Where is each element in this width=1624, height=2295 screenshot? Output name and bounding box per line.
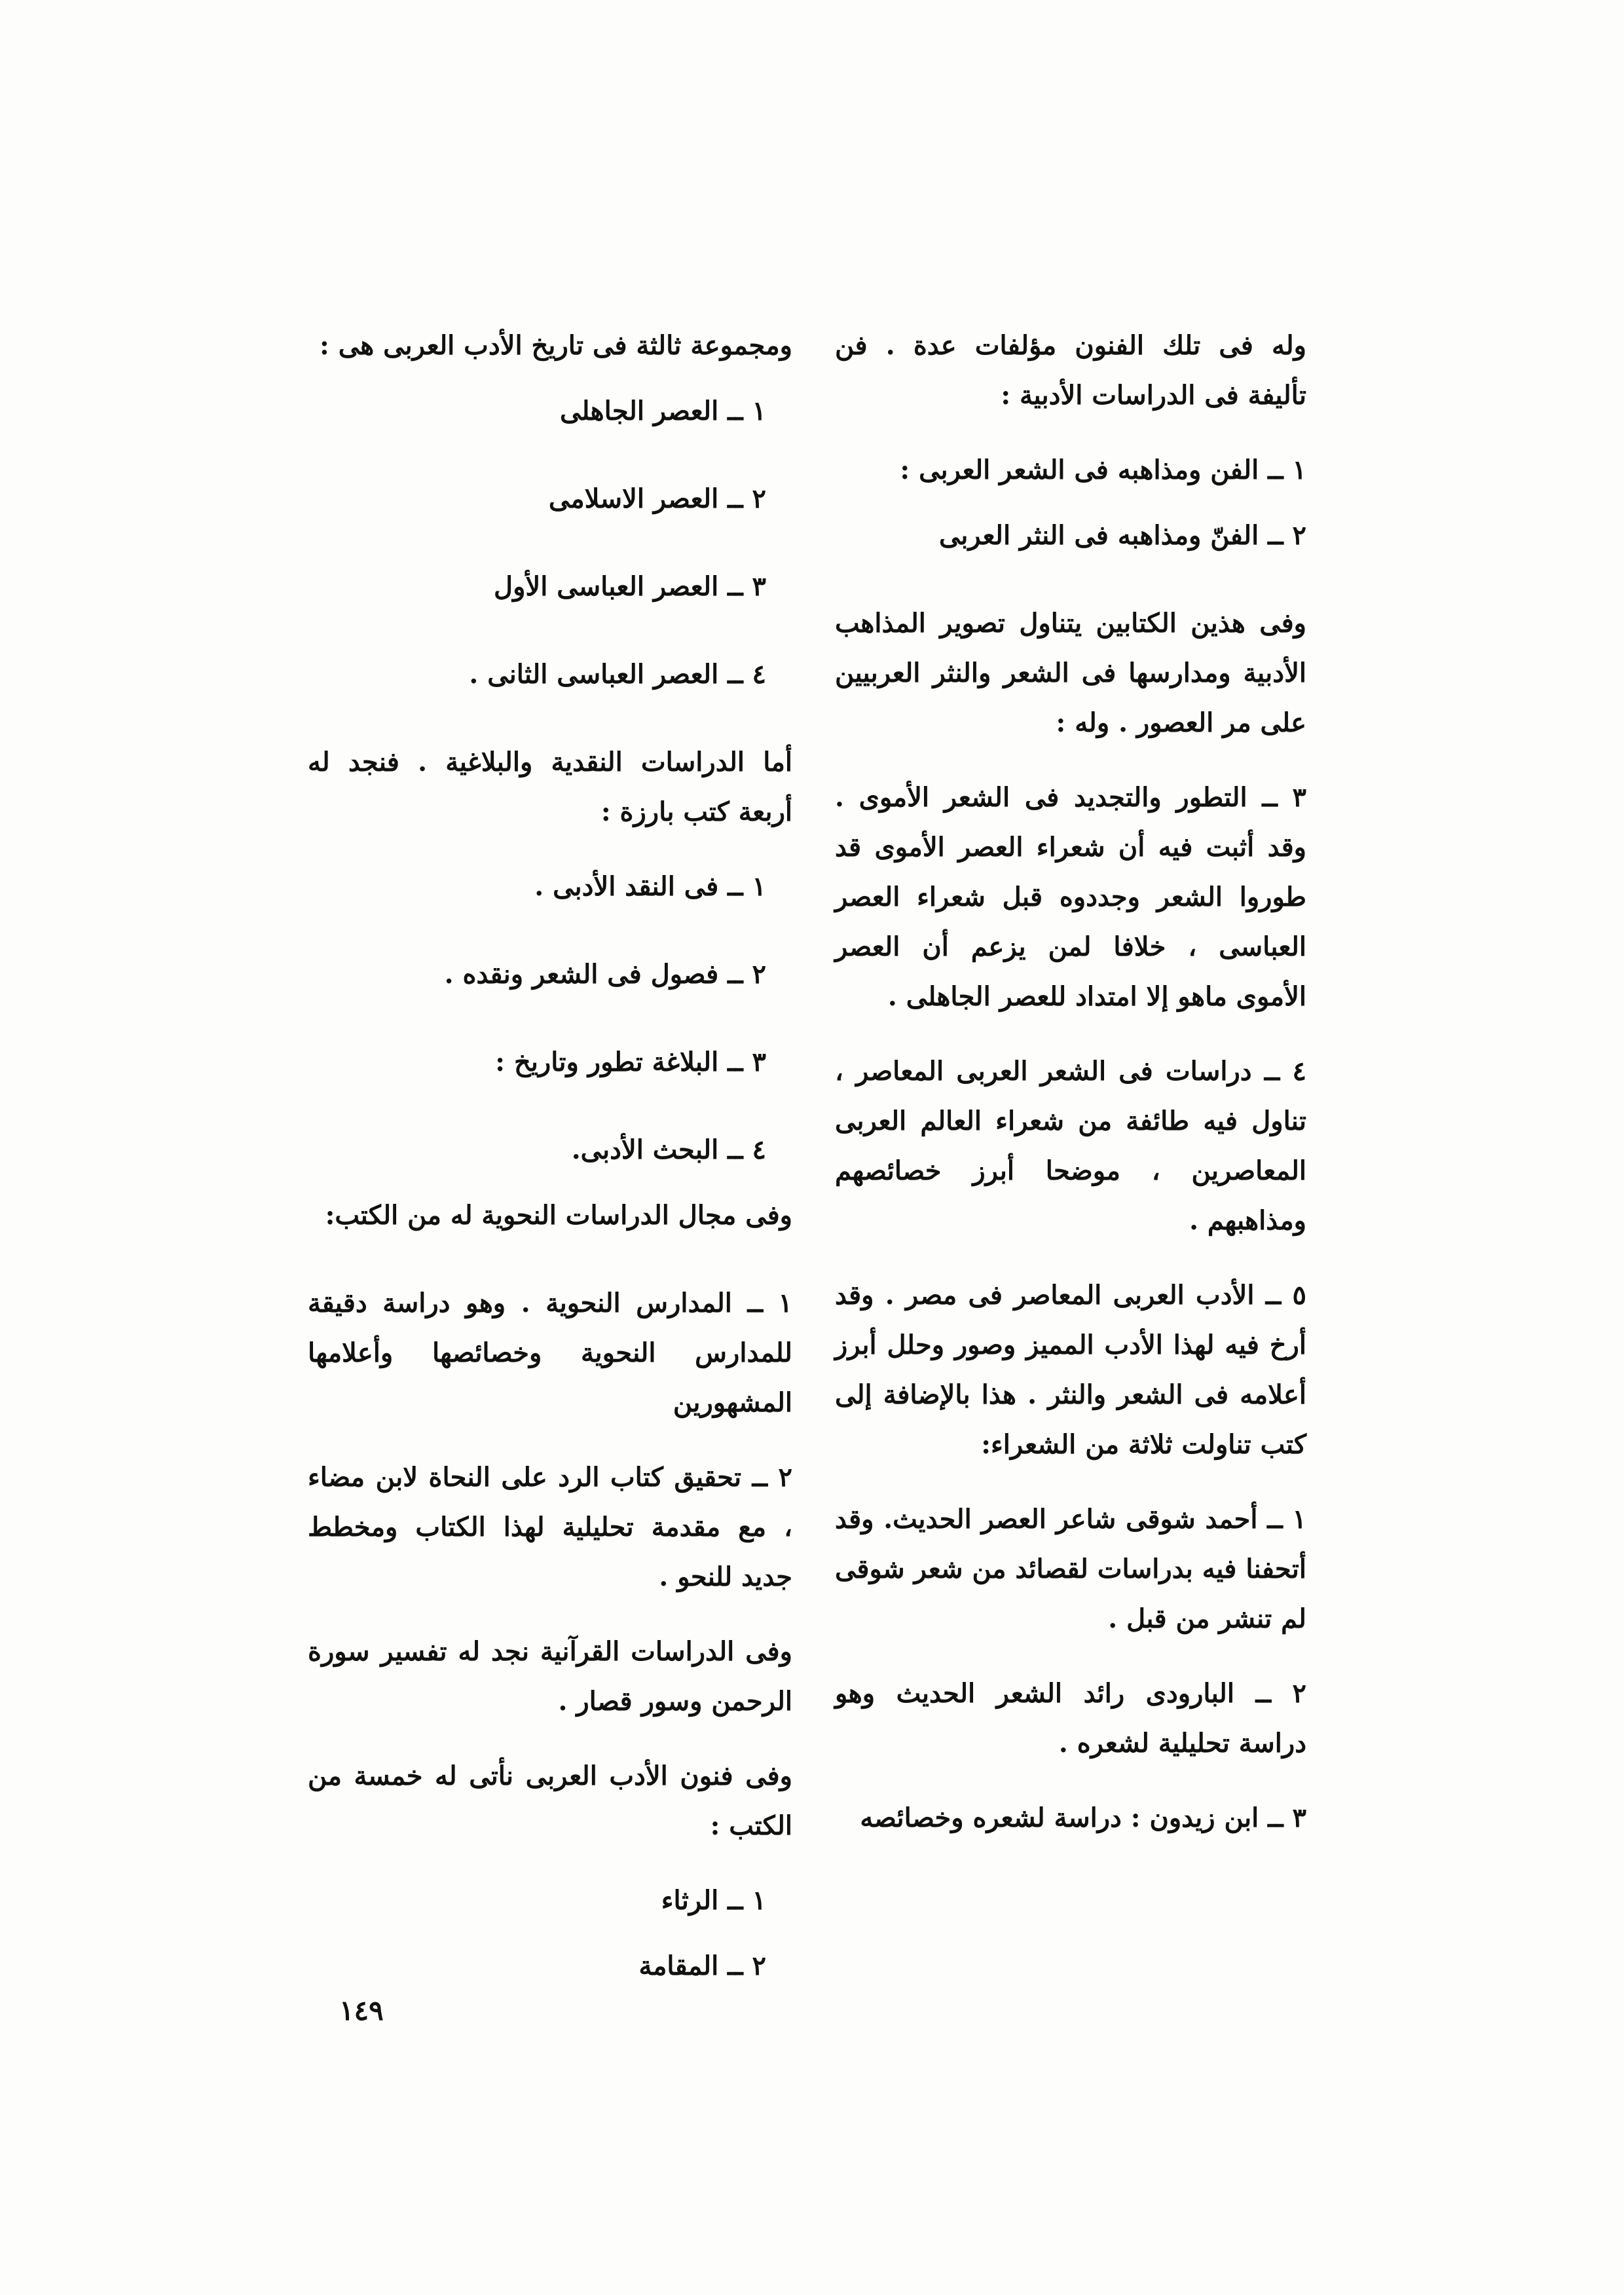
left-era-item-1: ١ ــ العصر الجاهلى [559, 396, 766, 426]
left-critique-intro: أما الدراسات النقدية والبلاغية . فنجد له أربعة كتب بارزة : [308, 747, 792, 827]
right-list-item-2: ٢ ــ الفنّ ومذاهبه فى النثر العربى [938, 520, 1306, 551]
left-era-item-2: ٢ ــ العصر الاسلامى [548, 483, 766, 514]
page-number: ١٤٩ [339, 1994, 384, 2026]
right-list-item-3: ٣ ــ التطور والتجديد فى الشعر الأموى . وقد أثبت فيه أن شعراء العصر الأموى قد طوروا الشعر وجددوه قبل شعراء العصر العباسى ، خلافا لمن يزعم أن العصر الأموى ماهو إلا امتداد للعصر الجاهلى . [835, 782, 1306, 1012]
right-list-item-1: ١ ــ الفن ومذاهبه فى الشعر العربى : [900, 455, 1306, 485]
right-poet-item-3: ٣ ــ ابن زيدون : دراسة لشعره وخصائصه [860, 1802, 1306, 1833]
left-grammar-intro: وفى مجال الدراسات النحوية له من الكتب: [325, 1200, 792, 1231]
right-paragraph-2: وفى هذين الكتابين يتناول تصوير المذاهب الأدبية ومدارسها فى الشعر والنثر العربيين على مر العصور . وله : [835, 608, 1306, 738]
left-intro-paragraph: ومجموعة ثالثة فى تاريخ الأدب العربى هى : [320, 330, 792, 361]
left-arts-intro: وفى فنون الأدب العربى نأتى له خمسة من الكتب : [308, 1761, 792, 1841]
left-grammar-item-1: ١ ــ المدارس النحوية . وهو دراسة دقيقة للمدارس النحوية وخصائصها وأعلامها المشهورين [308, 1288, 792, 1418]
left-critique-item-4: ٤ ــ البحث الأدبى. [571, 1134, 766, 1165]
left-era-item-3: ٣ ــ العصر العباسى الأول [494, 571, 766, 602]
right-intro-paragraph: وله فى تلك الفنون مؤلفات عدة . فن تأليفة فى الدراسات الأدبية : [835, 330, 1306, 411]
left-quran-paragraph: وفى الدراسات القرآنية نجد له تفسير سورة الرحمن وسور قصار . [308, 1636, 792, 1717]
left-grammar-item-2: ٢ ــ تحقيق كتاب الرد على النحاة لابن مضاء ، مع مقدمة تحليلية لهذا الكتاب ومخطط جديد للنحو . [308, 1462, 792, 1592]
right-list-item-4: ٤ ــ دراسات فى الشعر العربى المعاصر ، تناول فيه طائفة من شعراء العالم العربى المعاصرين ، موضحا أبرز خصائصهم ومذاهبهم . [835, 1056, 1306, 1236]
right-poet-item-1: ١ ــ أحمد شوقى شاعر العصر الحديث. وقد أتحفنا فيه بدراسات لقصائد من شعر شوقى لم تنشر من قبل . [835, 1504, 1306, 1634]
right-list-item-5: ٥ ــ الأدب العربى المعاصر فى مصر . وقد أرخ فيه لهذا الأدب المميز وصور وحلل أبرز أعلامه فى الشعر والنثر . هذا بالإضافة إلى كتب تناولت ثلاثة من الشعراء: [835, 1280, 1306, 1460]
left-arts-item-2: ٢ ــ المقامة [638, 1950, 766, 1981]
left-critique-item-2: ٢ ــ فصول فى الشعر ونقده . [444, 959, 766, 990]
left-critique-item-1: ١ ــ فى النقد الأدبى . [534, 871, 766, 902]
left-arts-item-1: ١ ــ الرثاء [661, 1885, 766, 1916]
right-poet-item-2: ٢ ــ البارودى رائد الشعر الحديث وهو دراسة تحليلية لشعره . [835, 1678, 1306, 1759]
left-critique-item-3: ٣ ــ البلاغة تطور وتاريخ : [495, 1047, 766, 1077]
right-column [835, 321, 1306, 1881]
left-era-item-4: ٤ ــ العصر العباسى الثانى . [469, 659, 766, 690]
left-column [308, 321, 792, 2029]
